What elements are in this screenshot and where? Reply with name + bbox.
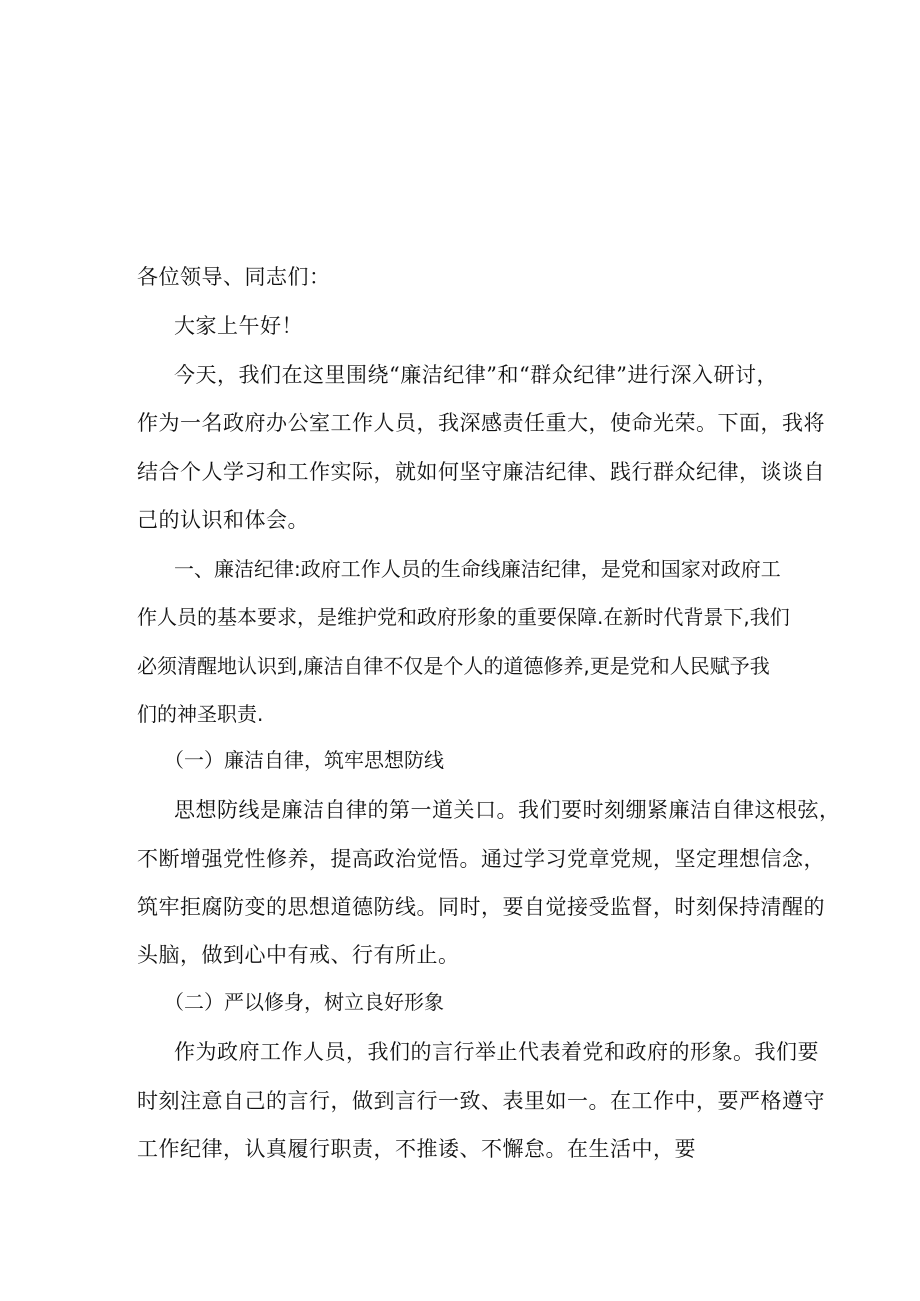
intro-line: 己的认识和体会。 — [137, 508, 309, 532]
section1-line: 作人员的基本要求，是维护党和政府形象的重要保障.在新时代背景下,我们 — [137, 605, 790, 629]
section1-line: 一、廉洁纪律:政府工作人员的生命线廉洁纪律，是党和国家对政府工 — [174, 557, 781, 581]
intro-line: 今天，我们在这里围绕“廉洁纪律”和“群众纪律”进行深入研讨， — [174, 363, 778, 387]
subsection2-line: 工作纪律，认真履行职责，不推诿、不懈怠。在生活中，要 — [137, 1137, 696, 1161]
subsection1-heading: （一）廉洁自律，筑牢思想防线 — [164, 748, 444, 772]
subsection1-line: 不断增强党性修养，提高政治觉悟。通过学习党章党规，坚定理想信念， — [137, 847, 825, 871]
greeting: 大家上午好！ — [174, 314, 303, 338]
subsection1-line: 筑牢拒腐防变的思想道德防线。同时，要自觉接受监督，时刻保持清醒的 — [137, 895, 825, 919]
subsection1-line: 头脑，做到心中有戒、行有所止。 — [137, 943, 460, 967]
intro-line: 作为一名政府办公室工作人员，我深感责任重大，使命光荣。下面，我将 — [137, 411, 825, 435]
subsection1-line: 思想防线是廉洁自律的第一道关口。我们要时刻绷紧廉洁自律这根弦， — [174, 798, 841, 822]
section1-line: 必须清醒地认识到,廉洁自律不仅是个人的道德修养,更是党和人民赋予我 — [137, 654, 770, 678]
subsection2-line: 时刻注意自己的言行，做到言行一致、表里如一。在工作中，要严格遵守 — [137, 1089, 825, 1113]
subsection2-heading: （二）严以修身，树立良好形象 — [164, 990, 444, 1014]
intro-line: 结合个人学习和工作实际，就如何坚守廉洁纪律、践行群众纪律，谈谈自 — [137, 460, 825, 484]
section1-line: 们的神圣职责. — [137, 702, 264, 726]
subsection2-line: 作为政府工作人员，我们的言行举止代表着党和政府的形象。我们要 — [174, 1040, 819, 1064]
salutation: 各位领导、同志们： — [137, 265, 331, 289]
